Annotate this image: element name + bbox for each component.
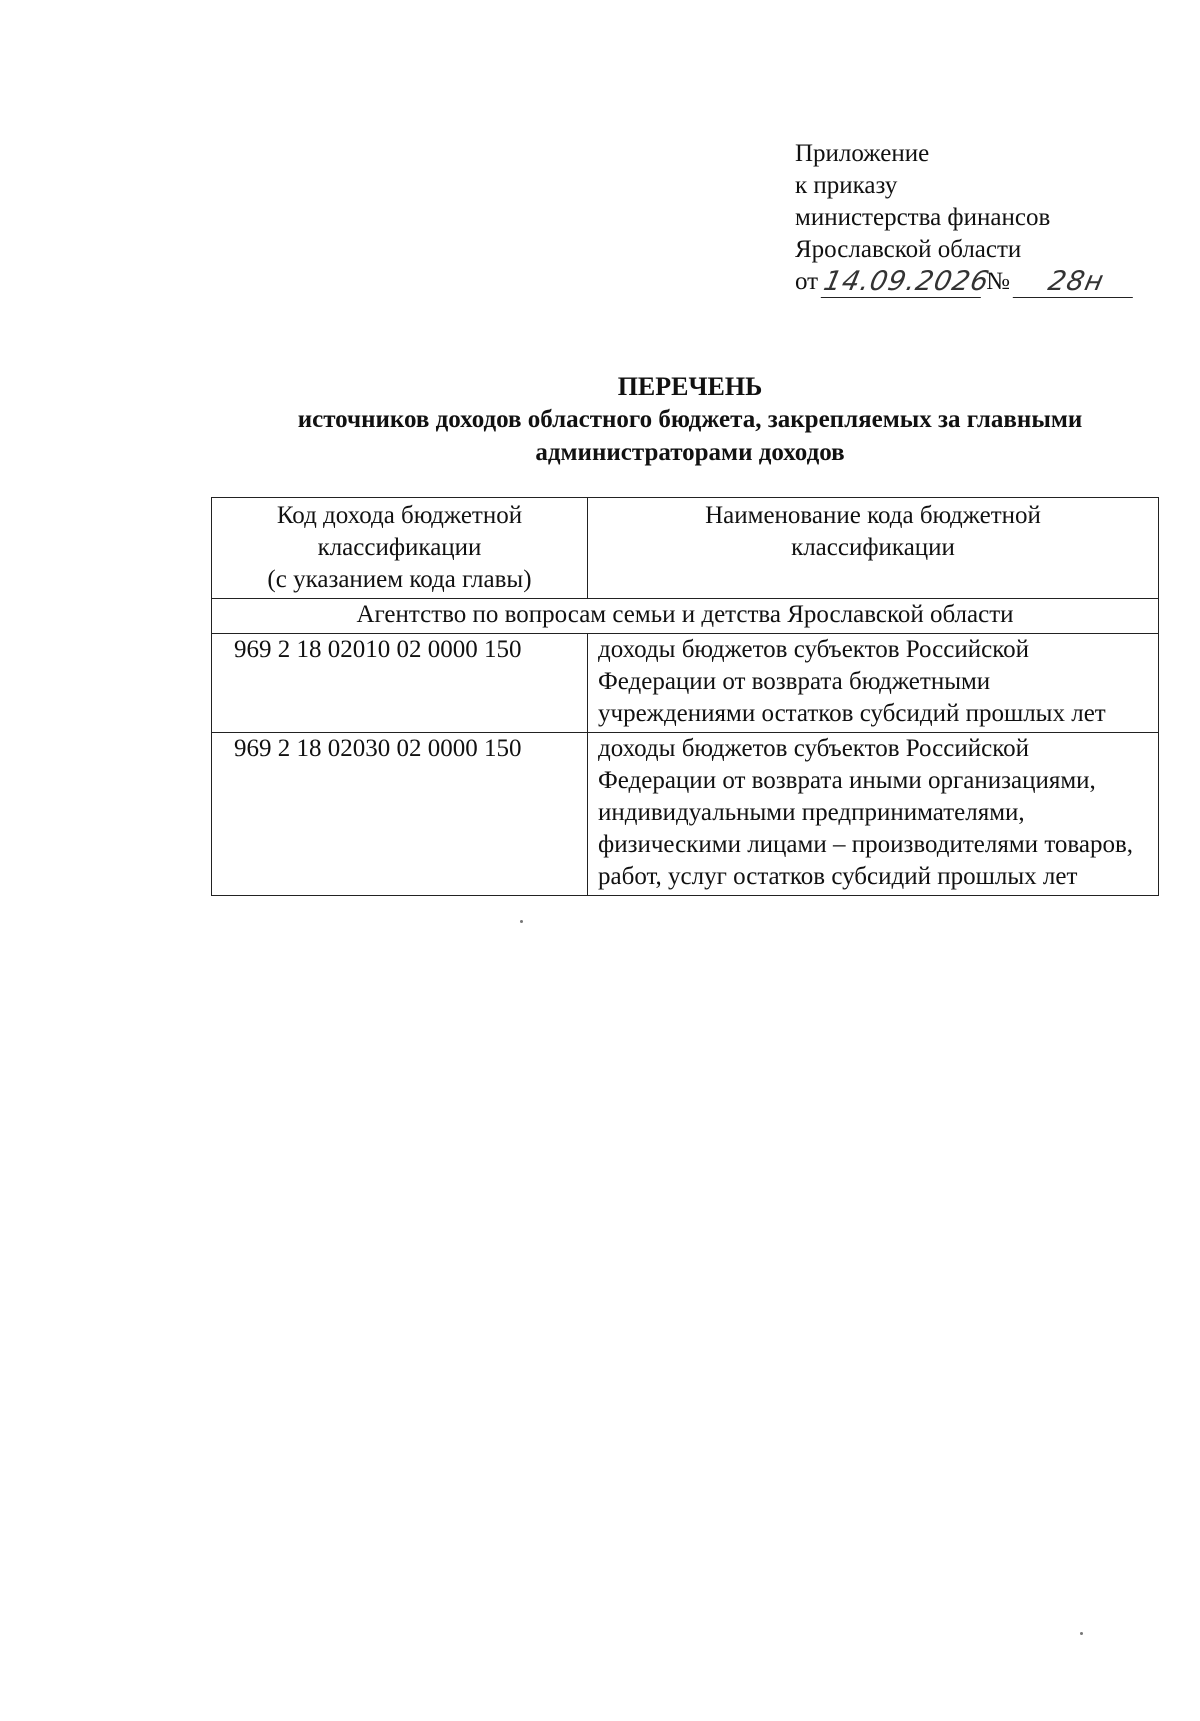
document-title <box>200 370 1180 469</box>
handwritten-date: 14.09.2026 <box>821 266 993 297</box>
appendix-line: Приложение <box>795 140 930 167</box>
appendix-block <box>795 138 1136 298</box>
appendix-line: к приказу <box>795 172 898 199</box>
header-name <box>588 498 1159 599</box>
income-code-cell: 969 2 18 02010 02 0000 150 <box>212 634 588 733</box>
scan-speck <box>520 920 523 923</box>
income-code-cell: 969 2 18 02030 02 0000 150 <box>212 733 588 896</box>
header-code-line: (с указанием кода главы) <box>267 566 532 593</box>
scan-speck <box>1080 1632 1083 1635</box>
header-code-line: Код дохода бюджетной <box>276 502 523 529</box>
appendix-line: Ярославской области <box>795 236 1022 263</box>
group-title: Агентство по вопросам семьи и детства Ярославской области <box>212 599 1159 634</box>
table-row <box>212 634 1159 733</box>
table-group-row <box>212 599 1159 634</box>
from-label: от <box>795 268 819 295</box>
title-subtitle-line: администраторами доходов <box>535 439 845 466</box>
handwritten-order-number: 28н <box>1013 267 1140 298</box>
appendix-line: министерства финансов <box>795 204 1051 231</box>
header-name-line: классификации <box>791 534 955 561</box>
title-subtitle-line: источников доходов областного бюджета, закрепляемых за главными <box>297 406 1083 433</box>
header-code <box>212 498 588 599</box>
order-date-line <box>795 266 1136 298</box>
income-name-cell: доходы бюджетов субъектов Российской Федерации от возврата иными организациями, индивидуальными предпринимателями, физическими лицами – производителями товаров, работ, услуг остатков субсидий прошлых лет <box>588 733 1159 896</box>
income-name-cell: доходы бюджетов субъектов Российской Федерации от возврата бюджетными учреждениями остатков субсидий прошлых лет <box>588 634 1159 733</box>
table-row <box>212 733 1159 896</box>
table-header-row <box>212 498 1159 599</box>
header-name-line: Наименование кода бюджетной <box>705 502 1041 529</box>
title-main: ПЕРЕЧЕНЬ <box>617 372 763 401</box>
number-sign: № <box>986 268 1010 295</box>
header-code-line: классификации <box>317 534 482 561</box>
income-sources-table <box>211 497 1159 896</box>
